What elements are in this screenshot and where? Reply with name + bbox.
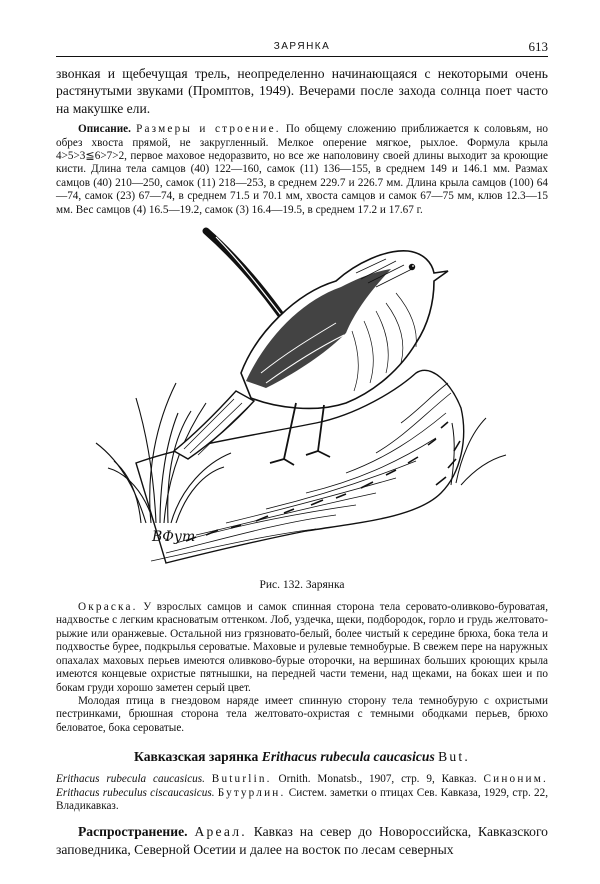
synonym-author: Бутурлин. bbox=[217, 786, 286, 799]
figure-caption: Рис. 132. Зарянка bbox=[259, 579, 345, 592]
subspecies-name-latin: Erithacus rubecula caucasicus bbox=[261, 749, 435, 765]
page-number: 613 bbox=[528, 39, 548, 54]
coloration-paragraph bbox=[56, 601, 548, 695]
intro-paragraph: звонкая и щебечущая трель, неопределенно начинающаяся с некоторыми очень растянутыми звуками (Промптов, 1949). Вечерами после захода солнца поет часто на макушке ели. bbox=[56, 66, 548, 116]
subspecies-author: But. bbox=[438, 749, 470, 765]
coloration-subhead: Окраска. bbox=[78, 601, 138, 614]
distribution-text: Кавказ на север до Новороссийска, Кавказского заповедника, Северной Осетии и далее на восток по лесам северных bbox=[56, 824, 548, 857]
synonym-latin: Erithacus rubeculus ciscaucasicus. bbox=[56, 786, 215, 799]
citation-author: Buturlin. bbox=[211, 773, 272, 786]
description-paragraph bbox=[56, 123, 548, 217]
distribution-paragraph bbox=[56, 823, 548, 858]
citation-paragraph bbox=[56, 773, 548, 813]
coloration-text: У взрослых самцов и самок спинная сторона тела серовато-оливково-буроватая, надхвостье с легким красноватым оттенком. Лоб, уздечка, щеки, подбородок, горло и грудь желтовато-рыжие или оранжевые. Остальной низ грязновато-белый, более чистый к середине брюха, бока тела и подхвостье буреe, подкрылья сероватые. Маховые и рулевые темнобурые. В свежем пере на наружных опахалах маховых перьев имеются оливково-бурые оторочки, на вершинах больших кроющих крыла имеются концевые охристые пятнышки, на передней части темени, над щеками, на боках шеи и по бокам груди хорошо заметен серый цвет. bbox=[56, 601, 548, 694]
robin-drawing bbox=[56, 223, 548, 575]
subspecies-name-ru: Кавказская зарянка bbox=[134, 749, 259, 765]
book-page bbox=[56, 38, 548, 858]
artist-signature: ВФут bbox=[152, 529, 196, 546]
distribution-label: Распространение. bbox=[78, 824, 188, 840]
juvenile-paragraph: Молодая птица в гнездовом наряде имеет спинную сторону тела темнобурую с охристыми пестринками, брюшная сторона тела желтовато-охристая с темными ободками перьев, брюхо беловатое, бока сероватые. bbox=[56, 694, 548, 734]
running-head bbox=[56, 38, 548, 57]
synonym-label: Синоним. bbox=[483, 773, 548, 786]
citation-latin: Erithacus rubecula caucasicus. bbox=[56, 773, 205, 786]
description-subhead: Размеры и строение. bbox=[136, 123, 281, 136]
citation-text: Ornith. Monatsb., 1907, стр. 9, Кавказ. bbox=[278, 773, 477, 786]
distribution-subhead: Ареал. bbox=[194, 824, 247, 840]
bird-illustration bbox=[56, 223, 548, 575]
description-label: Описание. bbox=[78, 123, 131, 136]
synonym-text: Систем. заметки о птицах Сев. Кавказа, 1929, стр. 22, Владикавказ. bbox=[56, 786, 548, 812]
subspecies-heading bbox=[56, 749, 548, 765]
description-text: По общему сложению приближается к соловьям, но обрез хвоста прямой, не закругленный. Мелкое оперение мягкое, рыхлое. Формула крыла 4>5>3≦6>7>2, первое маховое недоразвито, но все же наполовину своей длины выходит за кроющие кисти. Длина тела самцов (40) 122—160, самок (11) 136—155, в среднем 149 и 146.1 мм. Размах самцов (40) 210—250, самок (11) 218—253, в среднем 229.7 и 226.7 мм. Длина крыла самцов (100) 64—74, самок (23) 67—74, в среднем 71.5 и 70.1 мм, хвоста самцов и самок 67—75 мм, клюв 12.3—15 мм. Вес самцов (4) 16.5—19.2, самок (3) 16.4—19.5, в среднем 17.2 и 17.67 г. bbox=[56, 123, 548, 216]
running-title: ЗАРЯНКА bbox=[273, 41, 331, 52]
